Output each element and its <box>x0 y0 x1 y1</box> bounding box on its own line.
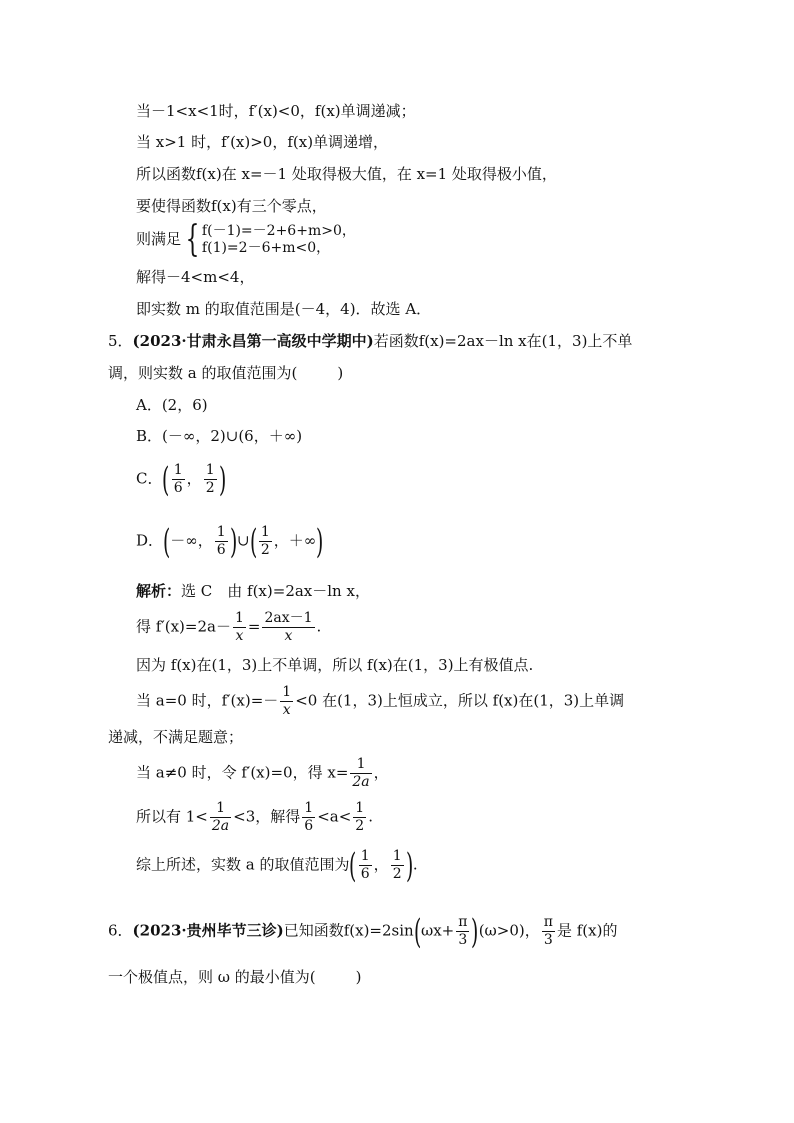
fraction <box>302 800 315 835</box>
denominator: 6 <box>216 542 226 558</box>
fraction <box>280 684 293 719</box>
text: ，＋∞ <box>273 531 317 550</box>
denominator: 3 <box>458 932 468 948</box>
numerator: 1 <box>360 848 370 864</box>
fraction <box>210 800 231 835</box>
text: 则满足 <box>136 230 182 248</box>
text: 若函数f(x)=2ax－ln x在(1，3)上不单 <box>373 332 633 350</box>
right-paren: ) <box>405 845 413 886</box>
fraction <box>391 848 404 883</box>
text: <3，解得 <box>233 807 301 826</box>
text-line: 要使得函数f(x)有三个零点， <box>136 197 327 215</box>
denominator: 3 <box>543 932 553 948</box>
fraction <box>353 800 366 835</box>
question-stem <box>108 911 618 952</box>
numerator: 1 <box>205 462 215 478</box>
fraction <box>172 462 185 497</box>
solution-label: 解析： <box>136 582 182 600</box>
numerator: 2ax－1 <box>264 610 313 626</box>
system-line <box>136 219 356 260</box>
denominator: 2 <box>260 542 270 558</box>
text: ， <box>373 855 389 874</box>
numerator: 1 <box>210 800 231 818</box>
text: 所以有 1< <box>136 807 208 826</box>
question-number: 5． <box>108 332 133 350</box>
text-line: 当－1<x<1时，f′(x)<0，f(x)单调递减； <box>136 102 416 120</box>
denominator: x <box>235 628 244 644</box>
numerator: 1 <box>173 462 183 478</box>
text: 综上所述，实数 a 的取值范围为 <box>136 855 350 874</box>
text-line: 当 x>1 时，f′(x)>0，f(x)单调递增， <box>136 133 389 151</box>
fraction <box>359 848 372 883</box>
text: <0 在(1，3)上恒成立，所以 f(x)在(1，3)上单调 <box>295 691 625 710</box>
text: 得 f′(x)=2a－ <box>136 617 231 636</box>
denominator: 2 <box>392 866 402 882</box>
text: －∞， <box>170 531 213 550</box>
text: (ω>0)， <box>478 921 540 940</box>
text: 当 a≠0 时，令 f′(x)=0，得 x= <box>136 763 349 782</box>
text: ) <box>355 968 362 986</box>
right-paren: ) <box>471 911 479 952</box>
numerator: 1 <box>350 756 371 774</box>
denominator: 6 <box>173 480 183 496</box>
denominator: 2 <box>205 480 215 496</box>
solution-line <box>136 845 418 886</box>
solution-line <box>136 684 624 719</box>
right-paren: ) <box>316 521 324 562</box>
left-paren: ( <box>249 521 257 562</box>
question-number: 6． <box>108 921 133 940</box>
text: 一个极值点，则 ω 的最小值为( <box>108 968 316 986</box>
text: . <box>316 617 322 636</box>
numerator: 1 <box>304 800 314 816</box>
numerator: 1 <box>234 610 244 626</box>
option-label: C． <box>136 469 163 488</box>
denominator: 6 <box>360 866 370 882</box>
fraction <box>259 524 272 559</box>
option-d <box>136 521 324 562</box>
solution-line <box>136 800 373 835</box>
left-paren: ( <box>413 911 421 952</box>
left-brace: { <box>185 219 200 260</box>
question-stem <box>108 362 343 384</box>
numerator: 1 <box>216 524 226 540</box>
denominator: x <box>282 702 291 718</box>
text: 选 C 由 f(x)=2ax－ln x， <box>181 582 370 600</box>
numerator: 1 <box>355 800 365 816</box>
text-line: 所以函数f(x)在 x=－1 处取得极大值，在 x=1 处取得极小值， <box>136 165 557 183</box>
text: 调，则实数 a 的取值范围为( <box>108 364 298 382</box>
question-stem <box>108 330 632 352</box>
left-paren: ( <box>349 845 357 886</box>
left-paren: ( <box>163 521 171 562</box>
option-a: A．(2，6) <box>136 396 208 414</box>
option-b: B．(－∞，2)∪(6，＋∞) <box>136 427 303 445</box>
fraction <box>262 610 314 645</box>
text: <a< <box>317 807 352 826</box>
numerator: π <box>458 914 468 930</box>
equation-system <box>202 223 356 257</box>
fraction <box>233 610 246 645</box>
text: 是 f(x)的 <box>556 921 618 940</box>
fraction <box>350 756 371 791</box>
text: ， <box>186 469 202 488</box>
solution-line: 因为 f(x)在(1，3)上不单调，所以 f(x)在(1，3)上有极值点. <box>136 656 534 674</box>
left-paren: ( <box>162 459 170 500</box>
fraction <box>542 914 555 949</box>
text: ， <box>373 763 389 782</box>
text: ) <box>337 364 344 382</box>
numerator: 1 <box>392 848 402 864</box>
text: 当 a=0 时，f′(x)=－ <box>136 691 279 710</box>
question-stem <box>108 966 361 988</box>
option-c <box>136 459 226 500</box>
solution-line <box>136 756 389 791</box>
option-label: D． <box>136 531 164 550</box>
fraction <box>456 914 469 949</box>
text: 已知函数f(x)=2sin <box>283 921 414 940</box>
equation: f(－1)=－2+6+m>0， <box>201 223 356 239</box>
text-line: 解得－4<m<4， <box>136 268 255 286</box>
text: ∪ <box>236 531 250 550</box>
fraction <box>215 524 228 559</box>
question-source: (2023·甘肃永昌第一高级中学期中) <box>132 332 374 350</box>
question-source: (2023·贵州毕节三诊) <box>132 921 284 940</box>
numerator: 1 <box>260 524 270 540</box>
text: . <box>412 855 418 874</box>
text-line: 即实数 m 的取值范围是(－4，4)．故选 A． <box>136 300 432 318</box>
denominator: 2a <box>211 818 230 834</box>
text: . <box>368 807 373 826</box>
text: ωx+ <box>420 921 455 940</box>
denominator: 6 <box>304 818 314 834</box>
solution-line <box>136 580 370 602</box>
denominator: 2 <box>355 818 365 834</box>
denominator: x <box>284 628 293 644</box>
text: = <box>247 617 261 636</box>
numerator: π <box>543 914 553 930</box>
right-paren: ) <box>218 459 226 500</box>
fraction <box>204 462 217 497</box>
equation: f(1)=2－6+m<0， <box>201 240 331 256</box>
solution-line: 递减，不满足题意； <box>108 728 244 746</box>
denominator: 2a <box>352 774 370 790</box>
right-paren: ) <box>229 521 237 562</box>
numerator: 1 <box>282 684 292 700</box>
solution-line <box>136 610 321 645</box>
